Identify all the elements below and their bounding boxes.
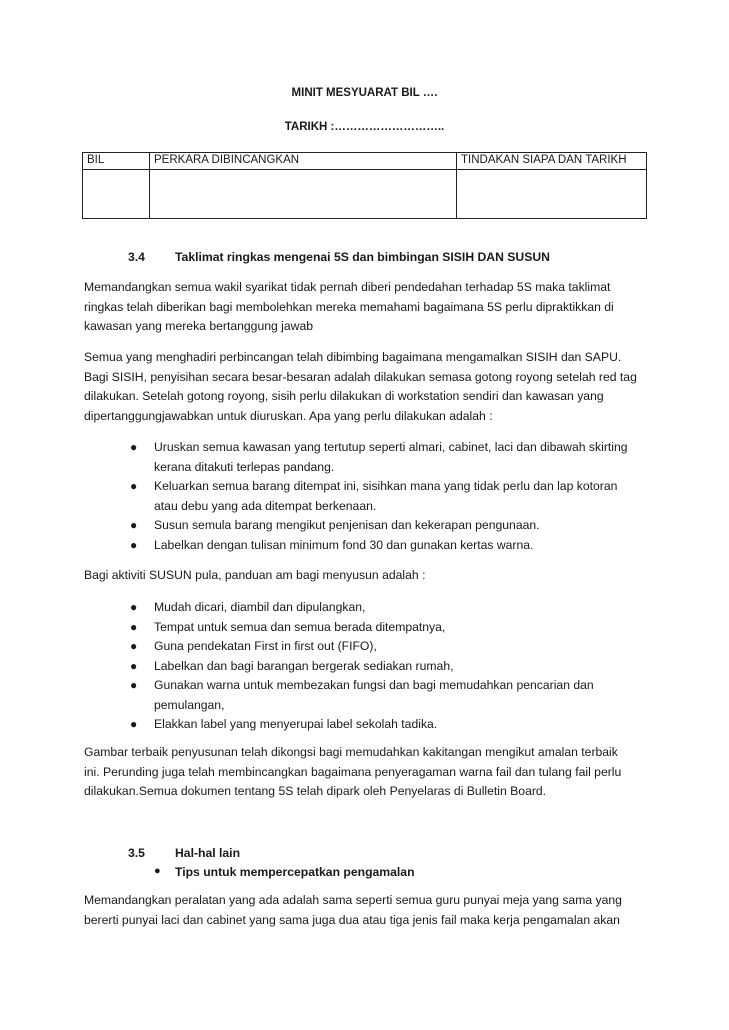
table-cell xyxy=(150,170,457,219)
column-header-perkara: PERKARA DIBINCANGKAN xyxy=(150,153,457,170)
list-item-line: Guna pendekatan First in first out (FIFO), xyxy=(154,639,377,653)
list-item xyxy=(124,598,644,618)
paragraph-line: Bagi aktiviti SUSUN pula, panduan am bagi menyusun adalah : xyxy=(84,568,426,582)
list-item xyxy=(124,516,644,536)
bullet-icon: ● xyxy=(130,440,138,454)
list-item-line: pemulangan, xyxy=(154,697,225,712)
list-item xyxy=(124,618,644,638)
list-item-line: Susun semula barang mengikut penjenisan dan kekerapan pengunaan. xyxy=(154,518,540,532)
paragraph-line: dilakukan.Semua dokumen tentang 5S telah dipark oleh Penyelaras di Bulletin Board. xyxy=(84,784,547,798)
sub-bullet-title: Tips untuk mempercepatkan pengamalan xyxy=(175,865,415,879)
paragraph xyxy=(84,743,644,802)
table-cell xyxy=(457,170,647,219)
list-item xyxy=(124,676,644,715)
date-line: TARIKH :……………………….. xyxy=(284,121,445,133)
list-item-line: atau debu yang ada ditempat berkenaan. xyxy=(154,498,377,513)
list-item-line: Uruskan semua kawasan yang tertutup seperti almari, cabinet, laci dan dibawah skirting xyxy=(154,440,628,454)
paragraph-line: dilakukan. Setelah gotong royong, sisih perlu dilakukan di workstation sendiri dan kawasan yang xyxy=(84,389,604,403)
list-item xyxy=(124,438,644,477)
list-item-line: Mudah dicari, diambil dan dipulangkan, xyxy=(154,600,366,614)
section-title: Taklimat ringkas mengenai 5S dan bimbingan SISIH DAN SUSUN xyxy=(175,250,550,264)
paragraph xyxy=(84,891,644,930)
bullet-icon: ● xyxy=(130,479,138,493)
list-item-line: Gunakan warna untuk membezakan fungsi dan bagi memudahkan pencarian dan xyxy=(154,678,594,692)
paragraph-line: bererti punyai laci dan cabinet yang sama juga dua atau tiga jenis fail maka kerja pengamalan akan xyxy=(84,912,620,927)
table-header-row xyxy=(83,153,647,170)
column-header-bil: BIL xyxy=(83,153,150,170)
paragraph-line: ini. Perunding juga telah membincangkan bagaimana penyeragaman warna fail dan tulang fail perlu xyxy=(84,764,622,779)
list-item-line: kerana ditakuti terlepas pandang. xyxy=(154,459,335,474)
list-item xyxy=(124,637,644,657)
paragraph-line: dipertanggungjawabkan untuk diuruskan. Apa yang perlu dilakukan adalah : xyxy=(84,408,493,423)
bullet-icon: ● xyxy=(130,518,138,532)
list-item xyxy=(124,536,644,556)
list-item xyxy=(124,715,644,735)
list-item-line: Elakkan label yang menyerupai label sekolah tadika. xyxy=(154,717,438,731)
bullet-icon: ● xyxy=(130,619,138,634)
document-title: MINIT MESYUARAT BIL …. xyxy=(291,87,438,99)
bullet-icon: ● xyxy=(130,678,138,692)
bullet-icon: ● xyxy=(130,639,138,653)
paragraph-line: Memandangkan semua wakil syarikat tidak pernah diberi pendedahan terhadap 5S maka taklimat xyxy=(84,280,611,294)
paragraph xyxy=(84,348,644,426)
susun-bullet-list xyxy=(124,598,644,735)
list-item-line: Labelkan dan bagi barangan bergerak sediakan rumah, xyxy=(154,658,454,673)
section-number: 3.4 xyxy=(128,250,145,264)
list-item-line: Tempat untuk semua dan semua berada ditempatnya, xyxy=(154,619,446,634)
section-number: 3.5 xyxy=(128,846,145,860)
paragraph-line: kawasan yang mereka bertanggung jawab xyxy=(84,319,314,333)
table-cell xyxy=(83,170,150,219)
list-item xyxy=(124,477,644,516)
paragraph xyxy=(84,566,644,586)
paragraph-line: Bagi SISIH, penyisihan secara besar-besaran adalah dilakukan semasa gotong royong setelah red tag xyxy=(84,369,637,384)
section-title: Hal-hal lain xyxy=(175,846,241,860)
bullet-icon: ● xyxy=(130,537,138,552)
bullet-icon: ● xyxy=(154,865,161,877)
paragraph-line: ringkas telah diberikan bagi membolehkan mereka memahami bagaimana 5S perlu dipraktikkan di xyxy=(84,299,614,314)
paragraph-line: Semua yang menghadiri perbincangan telah dibimbing bagaimana mengamalkan SISIH dan SAPU. xyxy=(84,350,622,364)
paragraph xyxy=(84,278,644,337)
paragraph-line: Gambar terbaik penyusunan telah dikongsi bagi memudahkan kakitangan mengikut amalan terbaik xyxy=(84,745,618,759)
bullet-icon: ● xyxy=(130,600,138,614)
minutes-table xyxy=(82,152,647,219)
table-row xyxy=(83,170,647,219)
sisih-bullet-list xyxy=(124,438,644,555)
list-item-line: Labelkan dengan tulisan minimum fond 30 dan gunakan kertas warna. xyxy=(154,537,534,552)
paragraph-line: Memandangkan peralatan yang ada adalah sama seperti semua guru punyai meja yang sama yang xyxy=(84,893,622,907)
bullet-icon: ● xyxy=(130,717,138,731)
bullet-icon: ● xyxy=(130,658,138,673)
column-header-tindakan: TINDAKAN SIAPA DAN TARIKH xyxy=(457,153,647,170)
list-item-line: Keluarkan semua barang ditempat ini, sisihkan mana yang tidak perlu dan lap kotoran xyxy=(154,479,618,493)
list-item xyxy=(124,657,644,677)
